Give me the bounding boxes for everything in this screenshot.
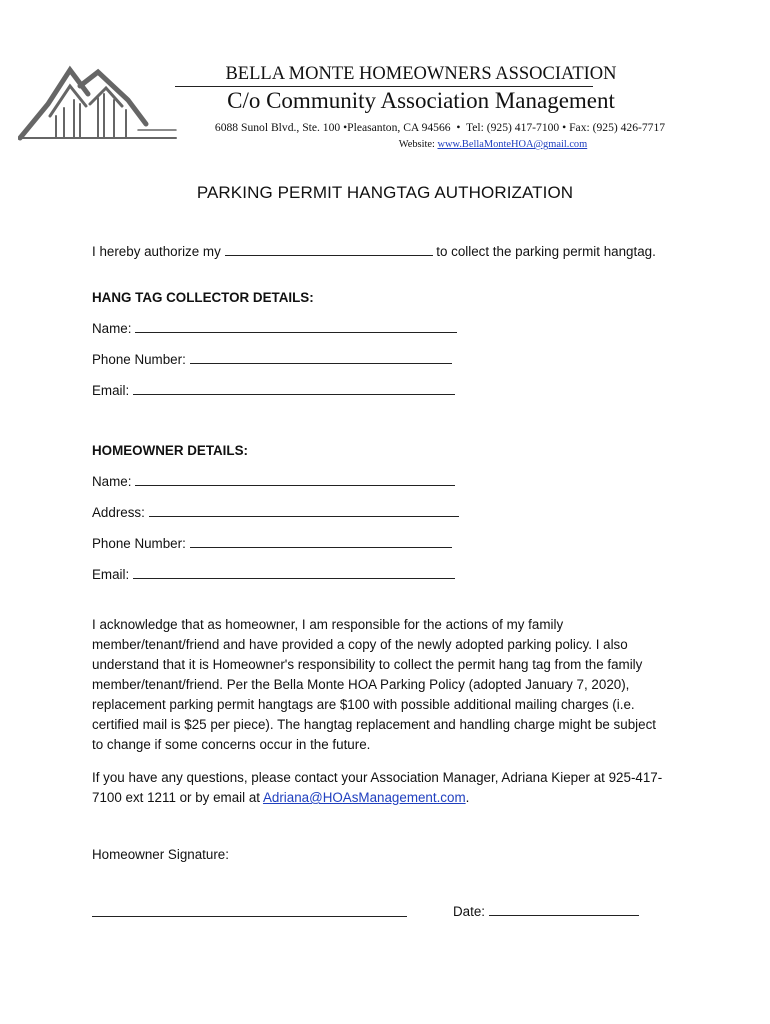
collector-phone-field[interactable]: [190, 349, 452, 364]
manager-email-link[interactable]: Adriana@HOAsManagement.com: [262, 790, 466, 805]
date-field[interactable]: [489, 901, 639, 916]
contact-info-line: [140, 121, 740, 134]
authorize-prefix: I hereby authorize my: [92, 244, 221, 259]
homeowner-name-field[interactable]: [135, 471, 455, 486]
collector-name-field[interactable]: [135, 318, 457, 333]
date-label: Date:: [453, 904, 486, 919]
tel-text: Tel: (925) 417-7100: [466, 121, 560, 134]
collector-name-label: Name:: [92, 321, 132, 336]
ack-line: understand that it is Homeowner's responsibility to collect the permit hang tag from the family: [92, 657, 643, 672]
signature-label: Homeowner Signature:: [92, 847, 229, 862]
homeowner-heading: HOMEOWNER DETAILS:: [92, 443, 248, 458]
city-text: Pleasanton, CA 94566: [347, 121, 451, 134]
contact-paragraph: [92, 768, 692, 808]
signature-field[interactable]: [92, 916, 407, 917]
website-link[interactable]: www.BellaMonteHOA@gmail.com: [437, 139, 588, 150]
homeowner-name-row: [92, 471, 455, 492]
date-row: [453, 901, 639, 922]
homeowner-phone-field[interactable]: [190, 533, 452, 548]
hoa-name: BELLA MONTE HOMEOWNERS ASSOCIATION: [225, 64, 617, 84]
homeowner-email-label: Email:: [92, 567, 130, 582]
homeowner-address-row: [92, 502, 459, 523]
homeowner-phone-row: [92, 533, 452, 554]
address-text: 6088 Sunol Blvd., Ste. 100: [214, 121, 341, 134]
bullet-icon: •: [562, 121, 567, 134]
ack-line: I acknowledge that as homeowner, I am responsible for the actions of my family: [92, 617, 564, 632]
authorized-person-field[interactable]: [225, 241, 433, 256]
ack-line: to change if some concerns occur in the future.: [92, 737, 371, 752]
collector-phone-row: [92, 349, 452, 370]
fax-text: Fax: (925) 426-7717: [569, 121, 666, 134]
ack-line: replacement parking permit hangtags are $100 with possible additional mailing charges (i.e.: [92, 697, 635, 712]
ack-line: certified mail is $25 per piece). The hangtag replacement and handling charge might be subject: [92, 717, 656, 732]
bullet-icon: •: [343, 121, 348, 134]
website-label: Website:: [398, 139, 435, 150]
contact-line-2-suffix: .: [465, 790, 470, 805]
collector-email-label: Email:: [92, 383, 130, 398]
contact-line-1: If you have any questions, please contact your Association Manager, Adriana Kieper at 925-417-: [92, 770, 663, 785]
homeowner-phone-label: Phone Number:: [92, 536, 186, 551]
homeowner-email-field[interactable]: [133, 564, 455, 579]
contact-line-2: [92, 788, 692, 808]
authorization-line: [92, 241, 656, 262]
ack-line: member/tenant/friend. Per the Bella Monte HOA Parking Policy (adopted January 7, 2020),: [92, 677, 630, 692]
collector-email-field[interactable]: [133, 380, 455, 395]
ack-line: member/tenant/friend and have provided a copy of the newly adopted parking policy. I also: [92, 637, 628, 652]
authorize-suffix: to collect the parking permit hangtag.: [436, 244, 656, 259]
homeowner-email-row: [92, 564, 455, 585]
management-name: C/o Community Association Management: [227, 88, 615, 113]
form-title: PARKING PERMIT HANGTAG AUTHORIZATION: [196, 183, 574, 202]
homeowner-address-label: Address:: [92, 505, 145, 520]
homeowner-address-field[interactable]: [149, 502, 459, 517]
collector-phone-label: Phone Number:: [92, 352, 186, 367]
collector-heading: HANG TAG COLLECTOR DETAILS:: [92, 290, 314, 305]
contact-line-2-prefix: 7100 ext 1211 or by email at: [92, 790, 263, 805]
collector-name-row: [92, 318, 457, 339]
collector-email-row: [92, 380, 455, 401]
acknowledgement-paragraph: [92, 615, 692, 755]
website-line: [233, 139, 753, 150]
letterhead-rule: [175, 86, 593, 87]
bullet-icon: •: [456, 121, 461, 134]
homeowner-name-label: Name:: [92, 474, 132, 489]
